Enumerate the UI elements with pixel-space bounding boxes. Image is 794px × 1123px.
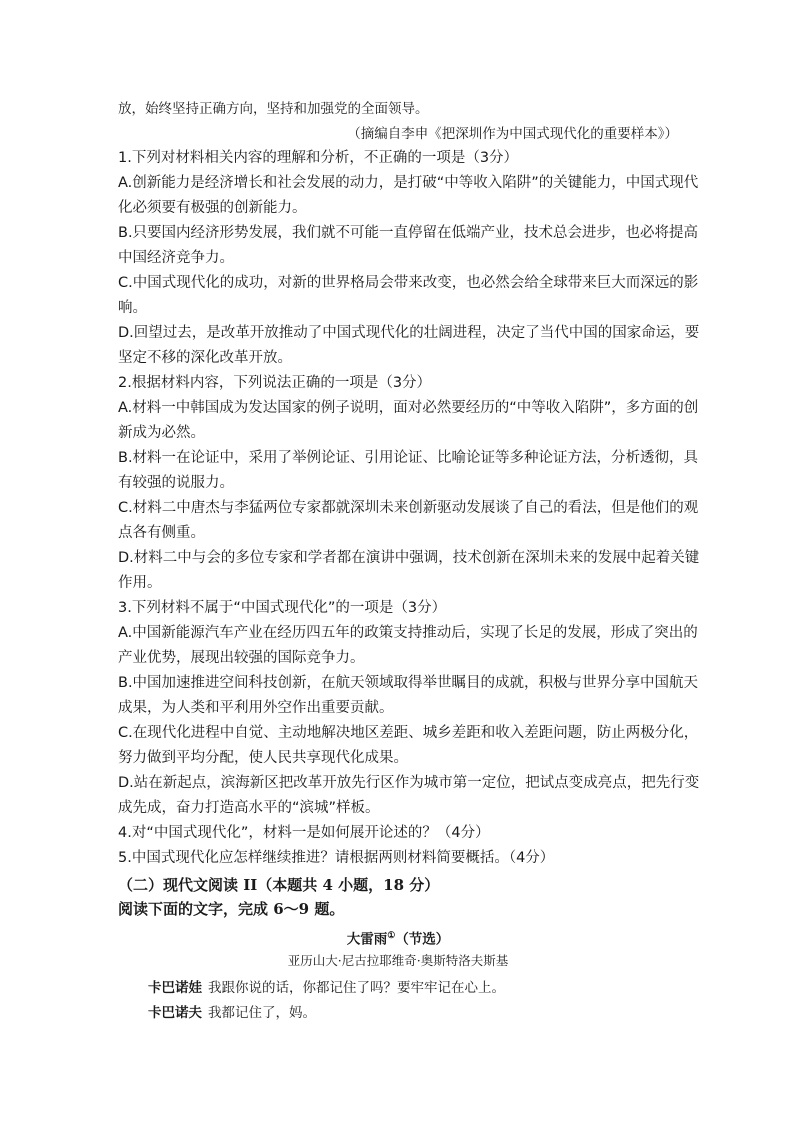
q4-stem: 4.对“中国式现代化”，材料一是如何展开论述的？（4分）: [118, 825, 490, 841]
q3-option-c-line1: C.在现代化进程中自觉、主动地解决地区差距、城乡差距和收入差距问题，防止两极分化，: [118, 725, 699, 741]
dialogue-text: 我都记住了，妈。: [208, 1005, 316, 1021]
q1-stem: 1.下列对材料相关内容的理解和分析，不正确的一项是（3分）: [118, 150, 519, 166]
speaker-name: 卡巴诺夫: [148, 1005, 202, 1021]
q1-option-b-line1: B.只要国内经济形势发展，我们就不可能一直停留在低端产业，技术总会进步，也必将提高: [118, 225, 699, 241]
q1-option-c-line2: 响。: [118, 300, 147, 316]
q3-option-b-line1: B.中国加速推进空间科技创新，在航天领域取得举世瞩目的成就，积极与世界分享中国航天: [118, 675, 699, 691]
q3-stem: 3.下列材料不属于“中国式现代化”的一项是（3分）: [118, 600, 447, 616]
q1-option-d-line2: 坚定不移的深化改革开放。: [118, 350, 292, 366]
q2-option-a-line1: A.材料一中韩国成为发达国家的例子说明，面对必然要经历的“中等收入陷阱”，多方面的创: [118, 400, 699, 416]
q1-option-a-line1: A.创新能力是经济增长和社会发展的动力，是打破“中等收入陷阱”的关键能力，中国式现代: [118, 175, 699, 191]
dialogue-line: [148, 977, 708, 999]
continuation-text: 放，始终坚持正确方向，坚持和加强党的全面领导。: [118, 101, 429, 117]
q2-option-b-line1: B.材料一在论证中，采用了举例论证、引用论证、比喻论证等多种论证方法，分析透彻，具: [118, 450, 699, 466]
passage-title-text: 大雷雨: [346, 931, 388, 948]
section-heading: （二）现代文阅读 II（本题共 4 小题，18 分）: [118, 876, 440, 894]
footnote-marker: ①: [387, 931, 396, 941]
q3-option-d-line1: D.站在新起点，滨海新区把改革开放先行区作为城市第一定位，把试点变成亮点，把先行变: [118, 775, 700, 791]
speaker-name: 卡巴诺娃: [148, 980, 202, 996]
q2-option-d-line2: 作用。: [118, 575, 162, 591]
q2-option-d-line1: D.材料二中与会的多位专家和学者都在演讲中强调，技术创新在深圳未来的发展中起着关键: [118, 550, 700, 566]
dialogue-line: [148, 1002, 708, 1024]
q3-option-a-line1: A.中国新能源汽车产业在经历四五年的政策支持推动后，实现了长足的发展，形成了突出的: [118, 625, 698, 641]
q3-option-a-line2: 产业优势，展现出较强的国际竞争力。: [118, 650, 365, 666]
passage-title-suffix: （节选）: [395, 931, 450, 948]
q2-option-b-line2: 有较强的说服力。: [118, 475, 234, 491]
passage-title: [118, 925, 678, 951]
q1-option-c-line1: C.中国式现代化的成功，对新的世界格局会带来改变，也必然会给全球带来巨大而深远的影: [118, 275, 699, 291]
q1-option-b-line2: 中国经济竞争力。: [118, 250, 234, 266]
dialogue-text: 我跟你说的话，你都记住了吗？要牢牢记在心上。: [208, 980, 505, 996]
q1-option-a-line2: 化必须要有极强的创新能力。: [118, 200, 307, 216]
q3-option-b-line2: 成果，为人类和平利用外空作出重要贡献。: [118, 700, 394, 716]
q2-stem: 2.根据材料内容，下列说法正确的一项是（3分）: [118, 375, 432, 391]
section-instruction: 阅读下面的文字，完成 6～9 题。: [118, 900, 345, 918]
q3-option-c-line2: 努力做到平均分配，使人民共享现代化成果。: [118, 750, 408, 766]
q2-option-c-line2: 点各有侧重。: [118, 525, 205, 541]
q2-option-a-line2: 新成为必然。: [118, 425, 205, 441]
source-citation: （摘编自李申《把深圳作为中国式现代化的重要样本》）: [347, 126, 678, 142]
passage-author: 亚历山大·尼古拉耶维奇·奥斯特洛夫斯基: [287, 953, 509, 968]
q2-option-c-line1: C.材料二中唐杰与李猛两位专家都就深圳未来创新驱动发展谈了自己的看法，但是他们的观: [118, 500, 699, 516]
q3-option-d-line2: 成先成，奋力打造高水平的“滨城”样板。: [118, 800, 380, 816]
q5-stem: 5.中国式现代化应怎样继续推进？请根据两则材料简要概括。（4分）: [118, 850, 555, 866]
q1-option-d-line1: D.回望过去，是改革开放推动了中国式现代化的壮阔进程，决定了当代中国的国家命运，要: [118, 325, 700, 341]
